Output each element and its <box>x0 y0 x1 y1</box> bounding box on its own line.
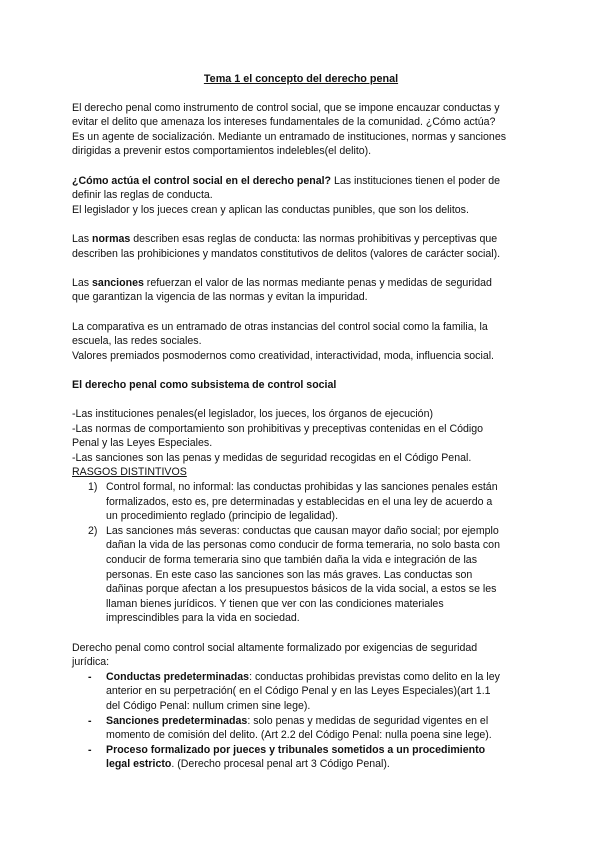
seguridad-list <box>72 670 530 772</box>
subsistema-line: Penal y las Leyes Especiales. <box>72 437 213 450</box>
paragraph-gap <box>72 261 530 276</box>
normas-text: describen esas reglas de conducta: las normas prohibitivas y perceptivas que <box>130 232 498 245</box>
dash-line <box>106 757 530 772</box>
comparativa-paragraph <box>72 320 530 364</box>
como-actua-question: ¿Cómo actúa el control social en el derecho penal? <box>72 174 332 187</box>
dash-text: . (Derecho procesal penal art 3 Código Penal). <box>171 758 390 771</box>
normas-line: describen las prohibiciones y mandatos constitutivos de delitos (valores de carácter social). <box>72 247 501 260</box>
intro-line: dirigidas a prevenir estos comportamientos indelebles(el delito). <box>72 145 372 158</box>
rasgo-line: conducir de forma temeraria sino que también daña la vida e integración de las <box>106 554 477 566</box>
como-actua-line: El legislador y los jueces crean y aplican las conductas punibles, que son los delitos. <box>72 203 469 216</box>
normas-line <box>72 232 530 247</box>
dash-text: : solo penas y medidas de seguridad vigentes en el <box>247 714 489 727</box>
paragraph-gap <box>72 159 530 174</box>
rasgo-line: formalizados, esto es, pre determinadas y establecidas en el una ley de acuerdo a <box>106 495 493 508</box>
dash-bullet: - <box>88 670 92 683</box>
formalizado-line: jurídica: <box>72 656 110 669</box>
intro-paragraph <box>72 101 530 159</box>
rasgos-list <box>72 480 530 626</box>
normas-paragraph <box>72 232 530 261</box>
rasgo-line: Control formal, no informal: las conductas prohibidas y las sanciones penales están <box>106 481 498 494</box>
dash-bullet: - <box>88 743 92 756</box>
como-actua-line <box>72 174 530 189</box>
sanciones-line <box>72 276 530 291</box>
dash-item <box>88 743 530 772</box>
rasgo-line: llaman bienes jurídicos. Y tienen que ver con las condiciones materiales <box>106 597 444 610</box>
rasgos-label: RASGOS DISTINTIVOS <box>72 466 187 479</box>
comparativa-line: La comparativa es un entramado de otras instancias del control social como la familia, la <box>72 320 488 333</box>
intro-line: Es un agente de socialización. Mediante un entramado de instituciones, normas y sanciones <box>72 130 507 143</box>
rasgo-line: Las sanciones más severas: conductas que causan mayor daño social; por ejemplo <box>106 524 499 537</box>
paragraph-gap <box>72 217 530 232</box>
dash-term: legal estricto <box>106 758 172 771</box>
rasgo-item <box>88 480 530 524</box>
sanciones-line: que garantizan la vigencia de las normas y evitan la impuridad. <box>72 291 368 304</box>
formalizado-line: Derecho penal como control social altamente formalizado por exigencias de seguridad <box>72 641 478 654</box>
rasgo-line: personas. En este caso las sanciones son las más graves. Las conductas son <box>106 568 473 581</box>
intro-line: evitar el delito que amenaza los intereses fundamentales de la comunidad. ¿Cómo actúa? <box>72 116 496 129</box>
normas-pre: Las <box>72 232 93 245</box>
como-actua-paragraph <box>72 174 530 218</box>
rasgo-number: 1) <box>88 481 98 494</box>
como-actua-text: Las instituciones tienen el poder de <box>331 174 501 187</box>
paragraph-gap <box>72 392 530 407</box>
rasgo-item <box>88 524 530 626</box>
subsistema-paragraph <box>72 407 530 480</box>
subsistema-line: -Las instituciones penales(el legislador, los jueces, los órganos de ejecución) <box>72 408 433 421</box>
dash-term: Conductas predeterminadas <box>106 670 250 683</box>
formalizado-paragraph <box>72 641 530 670</box>
sanciones-paragraph <box>72 276 530 305</box>
sanciones-term: sanciones <box>92 276 144 289</box>
paragraph-gap <box>72 305 530 320</box>
sanciones-pre: Las <box>72 276 93 289</box>
subsistema-line: -Las sanciones son las penas y medidas de seguridad recogidas en el Código Penal. <box>72 451 472 464</box>
comparativa-line: Valores premiados posmodernos como creatividad, interactividad, moda, influencia social. <box>72 349 495 362</box>
rasgo-line: un procedimiento reglado (principio de legalidad). <box>106 510 339 523</box>
paragraph-gap <box>72 363 530 378</box>
normas-term: normas <box>92 232 131 245</box>
subsistema-line: -Las normas de comportamiento son prohibitivas y preceptivas contenidas en el Código <box>72 422 484 435</box>
rasgo-line: dañan la vida de las personas como conducir de forma temeraria, no solo basta con <box>106 539 500 552</box>
intro-line: El derecho penal como instrumento de control social, que se impone encauzar conductas y <box>72 101 500 114</box>
document-title: Tema 1 el concepto del derecho penal <box>203 73 399 85</box>
dash-text: : conductas prohibidas previstas como delito en la ley <box>249 670 500 683</box>
rasgo-number: 2) <box>88 524 98 537</box>
dash-item <box>88 670 530 714</box>
dash-bullet: - <box>88 714 92 727</box>
rasgo-line: imprescindibles para la vida en sociedad. <box>106 612 300 625</box>
paragraph-gap <box>72 626 530 641</box>
dash-line: momento de comisión del delito. (Art 2.2 del Código Penal: nulla poena sine lege). <box>106 729 492 742</box>
dash-term: Sanciones predeterminadas <box>106 714 248 727</box>
dash-term: Proceso formalizado por jueces y tribunales sometidos a un procedimiento <box>106 743 486 756</box>
dash-line <box>106 714 530 729</box>
dash-line: del Código Penal: nullum crimen sine lege). <box>106 699 311 712</box>
dash-line <box>106 670 530 685</box>
dash-item <box>88 714 530 743</box>
dash-line <box>106 743 530 758</box>
dash-line: anterior en su perpetración( en el Código Penal y en las Leyes Especiales)(art 1.1 <box>106 685 491 698</box>
subsistema-heading: El derecho penal como subsistema de control social <box>72 378 337 391</box>
sanciones-text: refuerzan el valor de las normas mediante penas y medidas de seguridad <box>143 276 492 289</box>
rasgo-line: dañinas porque afectan a los presupuestos básicos de la vida social, a estos se les <box>106 583 497 596</box>
comparativa-line: escuela, las redes sociales. <box>72 335 202 348</box>
como-actua-line: definir las reglas de conducta. <box>72 189 213 202</box>
